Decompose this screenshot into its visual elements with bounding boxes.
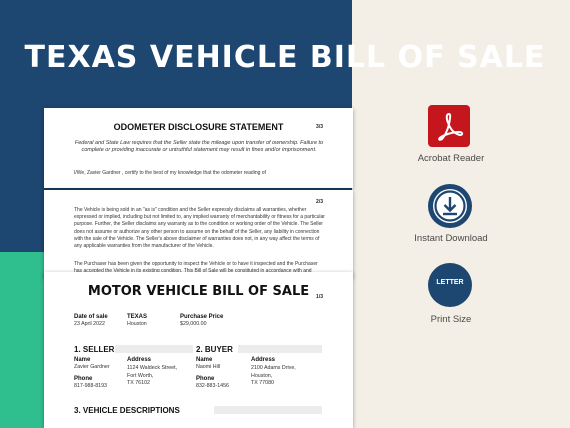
buyer-address-line1: 2100 Adams Drive, (251, 365, 296, 371)
seller-address-line1: 1124 Waldeck Street, (127, 365, 178, 371)
download-label: Instant Download (414, 233, 488, 244)
page-number: 3/3 (316, 124, 323, 130)
seller-phone: 817-988-8193 (74, 383, 107, 389)
buyer-heading: 2. BUYER (196, 345, 233, 354)
buyer-phone-label: Phone (196, 376, 215, 382)
odometer-text: Federal and State Law requires that the Seller state the mileage upon transfer of ownership. Failure to complete or providing inaccurate or untruthful statement may result in fines and/or imprisonment. (74, 140, 324, 153)
buyer-name: Naomi Hill (196, 364, 221, 370)
odometer-cut-line: I/We, Zavier Gardner , certify to the best of my knowledge that the odometer reading of (74, 170, 266, 176)
seller-heading: 1. SELLER (74, 345, 115, 354)
state-label: TEXAS (127, 314, 148, 320)
print-size-label: Print Size (430, 314, 472, 325)
price-value: $29,000.00 (180, 321, 207, 327)
document-page-3 (44, 108, 353, 188)
acrobat-reader-icon (428, 105, 470, 147)
inspection-paragraph: The Purchaser has been given the opportunity to inspect the Vehicle or to have it inspected and the Purchaser (74, 261, 318, 267)
city-value: Houston (127, 321, 147, 327)
seller-address-line2: Fort Worth, (127, 373, 154, 379)
acrobat-label: Acrobat Reader (417, 153, 485, 164)
section-bar (238, 345, 322, 353)
seller-address-line3: TX 76102 (127, 380, 150, 386)
page-title: TEXAS VEHICLE BILL OF SALE (24, 40, 546, 75)
document-page-1 (44, 272, 353, 428)
section-bar (115, 345, 193, 353)
letter-icon (428, 263, 472, 307)
seller-phone-label: Phone (74, 376, 93, 382)
buyer-address-line3: TX 77080 (251, 380, 274, 386)
seller-name: Zavier Gardner (74, 364, 110, 370)
vehicle-heading: 3. VEHICLE DESCRIPTIONS (74, 406, 180, 415)
disclaimer-paragraph: The Vehicle is being sold in an "as is" condition and the Seller expressly disclaims all warranties, whether expressed or implied, including but not limited to, any implied warranty of merchantability or fitness for a particular purpose. Further, the Seller disclaims any warranty as to the condition or working order of the Vehicle. The Seller does not assume or authorize any other person to assume on the behalf of the Seller, any liability in connection with the sale of the Vehicle. The Seller's above disclaimer of warranties does not, in any way affect the terms of any applicable warranties from the manufacturer of the Vehicle. (74, 207, 325, 250)
bill-of-sale-heading: MOTOR VEHICLE BILL OF SALE (87, 284, 310, 299)
price-label: Purchase Price (180, 314, 224, 320)
document-page-2 (44, 190, 353, 278)
page-number: 1/3 (316, 294, 323, 300)
seller-name-label: Name (74, 357, 91, 363)
odometer-heading: ODOMETER DISCLOSURE STATEMENT (113, 122, 284, 132)
buyer-name-label: Name (196, 357, 213, 363)
buyer-phone: 832-883-1456 (196, 383, 229, 389)
date-value: 23 April 2022 (74, 321, 105, 327)
seller-address-label: Address (127, 357, 152, 363)
date-label: Date of sale (74, 314, 108, 320)
page-number: 2/3 (316, 199, 323, 205)
buyer-address-line2: Houston, (251, 373, 273, 379)
buyer-address-label: Address (251, 357, 276, 363)
section-bar (214, 406, 322, 414)
download-icon (428, 184, 472, 228)
letter-badge: LETTER (436, 279, 464, 286)
